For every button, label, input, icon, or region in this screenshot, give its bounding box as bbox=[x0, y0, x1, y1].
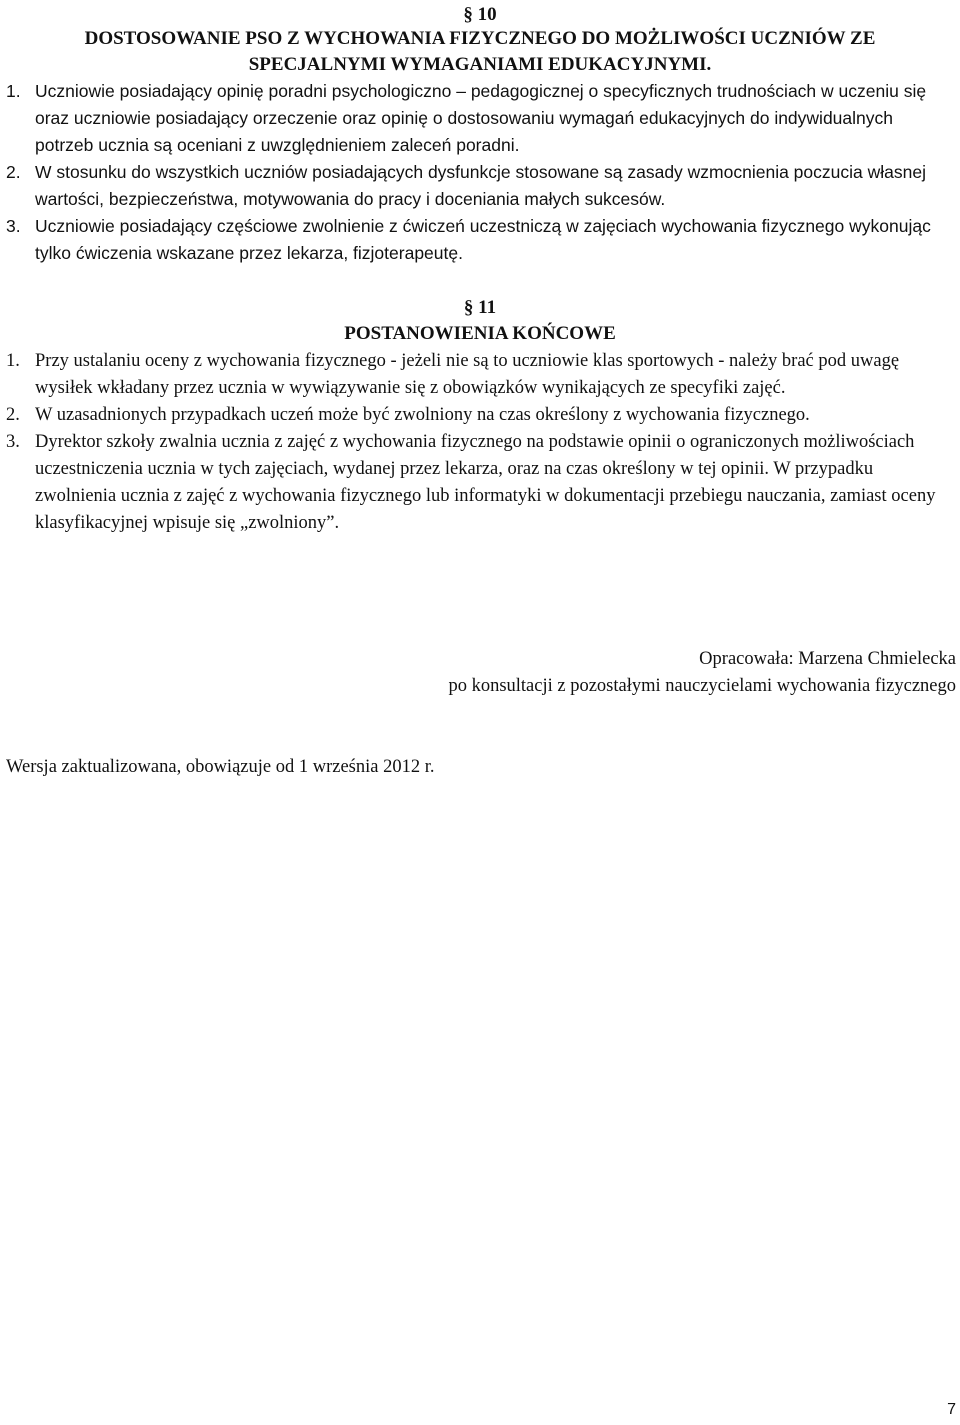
item-text: Uczniowie posiadający opinię poradni psychologiczno – pedagogicznej o specyficznych trudnościach w uczeniu się oraz uczniowie posiadający orzeczenie oraz opinię o dostosowaniu wymagań edukacyjnych do indywidualnych potrzeb ucznia są oceniani z uwzględnieniem zaleceń poradni. bbox=[35, 81, 927, 155]
section-11-list bbox=[6, 348, 956, 537]
consultation-line: po konsultacji z pozostałymi nauczycielami wychowania fizycznego bbox=[448, 676, 956, 696]
list-item bbox=[6, 348, 956, 402]
list-item bbox=[6, 159, 956, 213]
section-10-list bbox=[6, 78, 956, 267]
author-line: Opracowała: Marzena Chmielecka bbox=[699, 649, 956, 669]
item-number: 1. bbox=[6, 81, 21, 101]
item-number: 2. bbox=[6, 405, 20, 425]
page-number: 7 bbox=[947, 1401, 956, 1418]
item-number: 3. bbox=[6, 216, 21, 236]
item-text: Przy ustalaniu oceny z wychowania fizycznego - jeżeli nie są to uczniowie klas sportowych - należy brać pod uwagę wysiłek wkładany przez ucznia w wywiązywanie się z obowiązków wynikających ze specyfiki zajęć. bbox=[35, 351, 900, 398]
item-number: 2. bbox=[6, 162, 21, 182]
item-text: Dyrektor szkoły zwalnia ucznia z zajęć z wychowania fizycznego na podstawie opinii o ograniczonych możliwościach uczestniczenia ucznia w tych zajęciach, wydanej przez lekarza, oraz na czas określony w tej opinii. W przypadku zwolnienia ucznia z zajęć z wychowania fizycznego lub informatyki w dokumentacji przebiegu nauczania, zamiast oceny klasyfikacyjnej wpisuje się „zwolniony”. bbox=[35, 432, 936, 533]
section-10-title-line1: DOSTOSOWANIE PSO Z WYCHOWANIA FIZYCZNEGO DO MOŻLIWOŚCI UCZNIÓW ZE bbox=[84, 28, 876, 49]
list-item bbox=[6, 429, 956, 537]
list-item bbox=[6, 213, 956, 267]
item-text: W uzasadnionych przypadkach uczeń może być zwolniony na czas określony z wychowania fizycznego. bbox=[35, 405, 810, 425]
section-10-title-line2: SPECJALNYMI WYMAGANIAMI EDUKACYJNYMI. bbox=[248, 54, 712, 75]
item-text: W stosunku do wszystkich uczniów posiadających dysfunkcje stosowane są zasady wzmocnienia poczucia własnej wartości, bezpieczeństwa, motywowania do pracy i doceniania małych sukcesów. bbox=[35, 162, 926, 209]
list-item bbox=[6, 78, 956, 159]
section-10-number: § 10 bbox=[463, 4, 497, 25]
section-11-title: POSTANOWIENIA KOŃCOWE bbox=[344, 323, 616, 344]
item-number: 3. bbox=[6, 432, 20, 452]
list-item bbox=[6, 402, 956, 429]
item-number: 1. bbox=[6, 351, 20, 371]
item-text: Uczniowie posiadający częściowe zwolnienie z ćwiczeń uczestniczą w zajęciach wychowania fizycznego wykonując tylko ćwiczenia wskazane przez lekarza, fizjoterapeutę. bbox=[35, 216, 931, 263]
version-note: Wersja zaktualizowana, obowiązuje od 1 września 2012 r. bbox=[6, 757, 435, 777]
section-11-number: § 11 bbox=[463, 297, 497, 318]
